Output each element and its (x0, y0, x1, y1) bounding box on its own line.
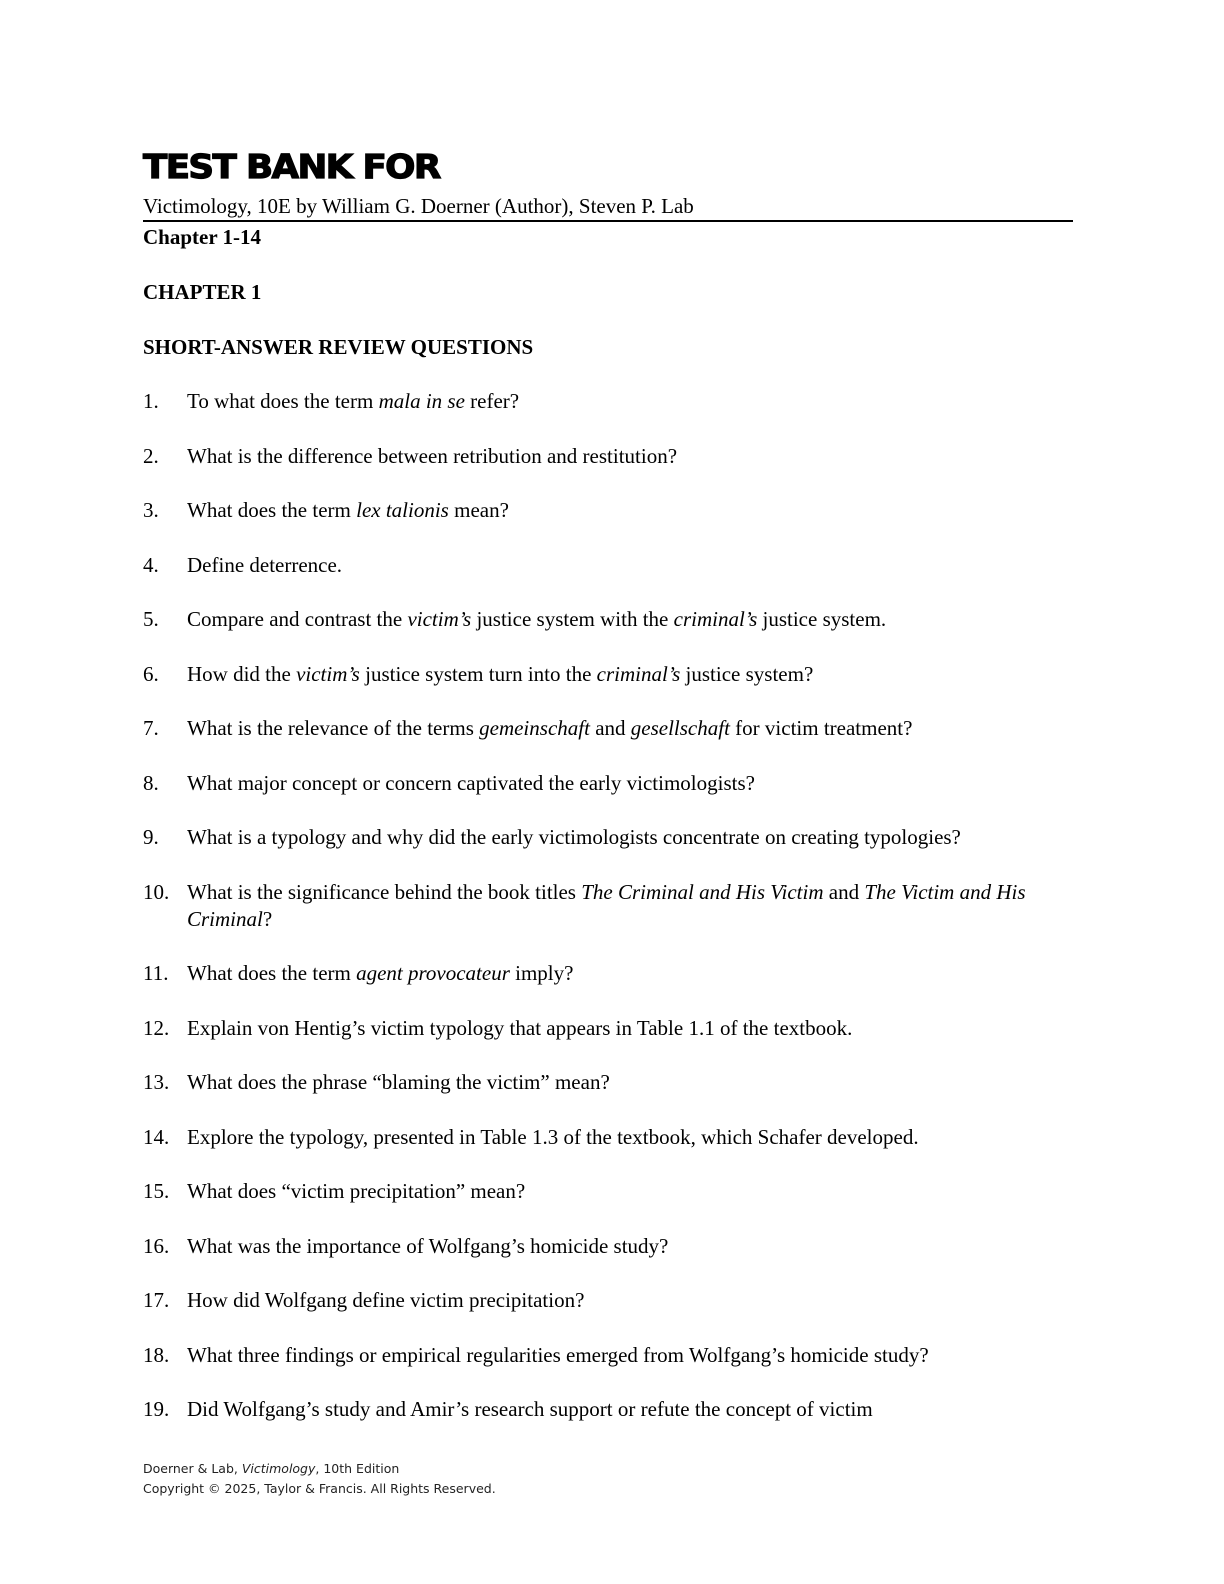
question-text (187, 879, 1078, 933)
footer-edition: , 10th Edition (315, 1461, 400, 1476)
question-item (143, 552, 1078, 579)
question-text-run: Explore the typology, presented in Table 1.3 of the textbook, which Schafer developed. (187, 1124, 919, 1149)
question-text (187, 960, 1078, 987)
question-text-run: Explain von Hentig’s victim typology that appears in Table 1.1 of the textbook. (187, 1015, 853, 1040)
question-text (187, 1342, 1078, 1369)
question-number: 4. (143, 552, 159, 577)
question-text-run: What was the importance of Wolfgang’s homicide study? (187, 1233, 669, 1258)
question-item (143, 388, 1078, 415)
question-number: 3. (143, 498, 159, 522)
question-text (187, 715, 1078, 742)
question-item (143, 443, 1078, 470)
section-title: SHORT-ANSWER REVIEW QUESTIONS (143, 335, 534, 359)
question-text (187, 770, 1078, 797)
question-item (143, 661, 1078, 688)
question-text (187, 661, 1078, 688)
question-text-run: What does the phrase “blaming the victim” mean? (187, 1070, 610, 1094)
question-text (187, 388, 1078, 415)
question-text (187, 1015, 1078, 1042)
question-text-run: Define deterrence. (187, 552, 343, 577)
question-text-run: What is the relevance of the terms (187, 716, 480, 740)
question-number: 10. (143, 879, 170, 904)
question-text-run: To what does the term (187, 389, 379, 413)
question-item (143, 606, 1078, 633)
question-text (187, 1287, 1078, 1314)
question-number: 1. (143, 389, 159, 413)
question-text (187, 1233, 1078, 1260)
footer-book-title: Victimology (241, 1461, 316, 1476)
question-term-italic: victim’s (407, 607, 472, 631)
question-number: 7. (143, 716, 159, 740)
question-text (187, 497, 1078, 524)
question-text-run: and (823, 879, 865, 904)
question-item (143, 960, 1078, 987)
question-text-run: What major concept or concern captivated the early victimologists? (187, 770, 755, 795)
question-number: 16. (143, 1233, 170, 1258)
question-text-run: imply? (509, 961, 574, 985)
question-text-run: justice system? (680, 661, 814, 686)
question-number: 8. (143, 770, 159, 795)
question-number: 11. (143, 961, 169, 985)
footer-copyright: Copyright © 2025, Taylor & Francis. All Rights Reserved. (143, 1481, 496, 1496)
question-text (187, 606, 1078, 633)
question-number: 19. (143, 1397, 170, 1421)
question-text-run: ? (262, 906, 273, 931)
question-number: 18. (143, 1342, 170, 1367)
question-number: 2. (143, 443, 159, 468)
header-rule (143, 220, 1073, 222)
question-text (187, 552, 1078, 579)
question-item (143, 1124, 1078, 1151)
question-term-italic: criminal’s (596, 661, 681, 686)
question-term-italic: gemeinschaft (479, 716, 590, 740)
question-number: 6. (143, 661, 159, 686)
question-text-run: What does the term (187, 498, 357, 522)
question-item (143, 1015, 1078, 1042)
question-text-run: What three findings or empirical regularities emerged from Wolfgang’s homicide study? (187, 1342, 929, 1367)
chapter-title: CHAPTER 1 (143, 280, 262, 304)
book-citation: Victimology, 10E by William G. Doerner (Author), Steven P. Lab (143, 194, 694, 218)
question-item (143, 1342, 1078, 1369)
question-list (143, 388, 1078, 1451)
question-text (187, 443, 1078, 470)
footer-authors: Doerner & Lab, (143, 1461, 242, 1476)
question-text (187, 824, 1078, 851)
question-text-run: justice system turn into the (359, 661, 597, 686)
question-number: 9. (143, 825, 159, 849)
question-number: 13. (143, 1070, 170, 1094)
question-text-run: What does “victim precipitation” mean? (187, 1179, 526, 1203)
question-text-run: How did Wolfgang define victim precipitation? (187, 1288, 585, 1312)
question-text-run: How did the (187, 661, 297, 686)
question-text-run: Compare and contrast the (187, 607, 408, 631)
test-bank-banner: TEST BANK FOR (143, 147, 440, 186)
question-text (187, 1124, 1078, 1151)
question-text (187, 1178, 1078, 1205)
question-text (187, 1396, 1078, 1423)
question-item (143, 879, 1078, 933)
question-text-run: refer? (464, 389, 520, 413)
question-text-run: for victim treatment? (729, 716, 913, 740)
question-item (143, 770, 1078, 797)
question-term-italic: victim’s (296, 661, 360, 686)
question-item (143, 1233, 1078, 1260)
question-text (187, 1069, 1078, 1096)
question-text-run: justice system with the (471, 607, 674, 631)
question-text-run: What is the difference between retribution and restitution? (187, 443, 678, 468)
question-text-run: What is a typology and why did the early victimologists concentrate on creating typologies? (187, 825, 961, 849)
question-term-italic: The Victim and His Criminal (187, 879, 1026, 931)
question-term-italic: mala in se (378, 389, 465, 413)
chapter-range: Chapter 1-14 (143, 225, 262, 249)
question-text-run: and (589, 716, 631, 740)
question-item (143, 1178, 1078, 1205)
question-text-run: mean? (448, 498, 509, 522)
question-item (143, 1287, 1078, 1314)
question-text-run: justice system. (757, 607, 887, 631)
question-term-italic: criminal’s (673, 607, 758, 631)
question-item (143, 1069, 1078, 1096)
question-item (143, 497, 1078, 524)
question-text-run: What is the significance behind the book titles (187, 879, 582, 904)
footer-citation (143, 1459, 496, 1479)
question-text-run: Did Wolfgang’s study and Amir’s research support or refute the concept of victim (187, 1397, 873, 1421)
question-text-run: What does the term (187, 961, 357, 985)
question-term-italic: lex talionis (356, 498, 449, 522)
question-number: 17. (143, 1288, 170, 1312)
question-item (143, 824, 1078, 851)
question-term-italic: The Criminal and His Victim (581, 879, 824, 904)
question-item (143, 715, 1078, 742)
question-term-italic: agent provocateur (356, 961, 510, 985)
question-number: 15. (143, 1179, 170, 1203)
question-number: 12. (143, 1015, 170, 1040)
question-number: 5. (143, 607, 159, 631)
question-number: 14. (143, 1124, 170, 1149)
page-footer (143, 1459, 496, 1499)
question-term-italic: gesellschaft (630, 716, 730, 740)
question-item (143, 1396, 1078, 1423)
